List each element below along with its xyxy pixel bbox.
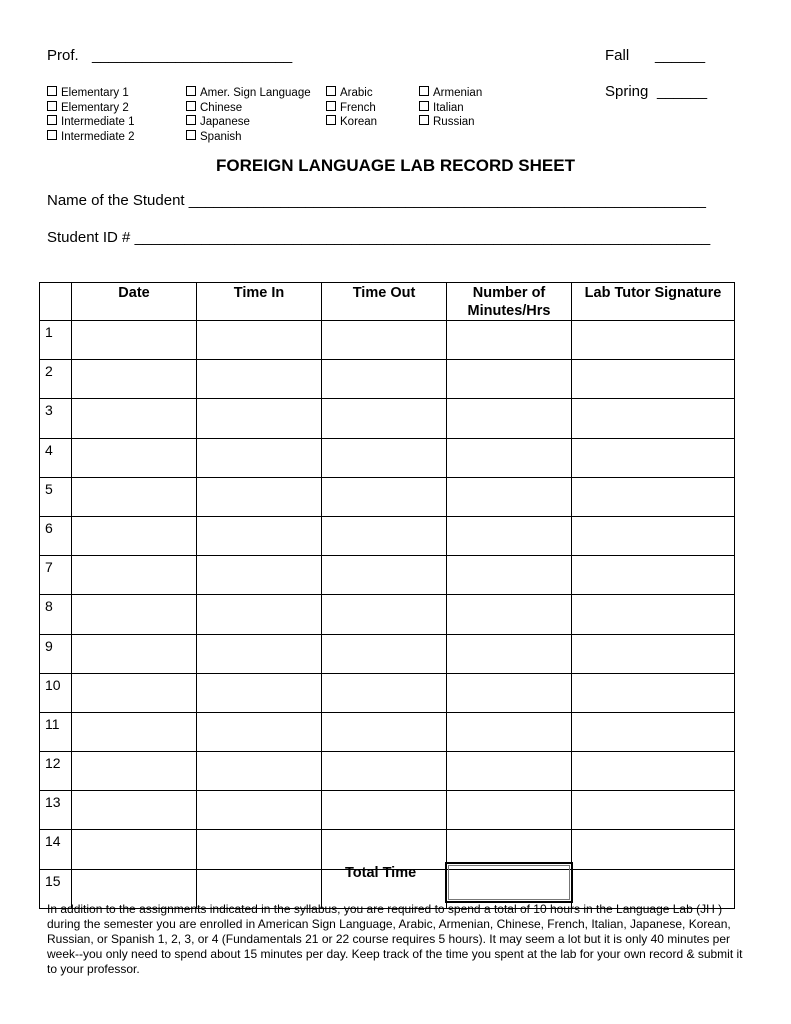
tutor-signature-header: Lab Tutor Signature xyxy=(572,283,735,321)
minutes-cell[interactable] xyxy=(447,595,572,634)
table-row xyxy=(40,556,735,595)
date-cell[interactable] xyxy=(72,477,197,516)
minutes-cell[interactable] xyxy=(447,438,572,477)
checkbox-option[interactable]: French xyxy=(326,101,377,116)
checkbox-icon[interactable] xyxy=(186,115,196,125)
checkbox-icon[interactable] xyxy=(47,86,57,96)
row-number: 2 xyxy=(40,360,72,399)
table-row xyxy=(40,360,735,399)
fall-label: Fall xyxy=(605,47,630,64)
checkbox-icon[interactable] xyxy=(326,115,336,125)
time-in-cell[interactable] xyxy=(197,830,322,869)
checkbox-option[interactable]: Korean xyxy=(326,115,377,130)
lab-record-table xyxy=(39,282,735,909)
time-out-cell[interactable] xyxy=(322,830,447,869)
time-out-cell[interactable] xyxy=(322,556,447,595)
student-name-field[interactable] xyxy=(47,192,706,209)
checkbox-option[interactable]: Elementary 1 xyxy=(47,86,135,101)
date-cell[interactable] xyxy=(72,712,197,751)
date-cell[interactable] xyxy=(72,634,197,673)
checkbox-option[interactable]: Italian xyxy=(419,101,482,116)
spring-blank[interactable]: ______ xyxy=(657,83,708,100)
time-in-cell[interactable] xyxy=(197,516,322,555)
checkbox-option[interactable]: Intermediate 2 xyxy=(47,130,135,145)
row-number: 10 xyxy=(40,673,72,712)
minutes-cell[interactable] xyxy=(447,634,572,673)
table-row xyxy=(40,477,735,516)
time-in-cell[interactable] xyxy=(197,634,322,673)
tutor-signature-cell[interactable] xyxy=(572,673,735,712)
tutor-signature-cell[interactable] xyxy=(572,595,735,634)
time-out-cell[interactable] xyxy=(322,595,447,634)
date-cell[interactable] xyxy=(72,595,197,634)
checkbox-icon[interactable] xyxy=(419,101,429,111)
minutes-cell[interactable] xyxy=(447,791,572,830)
tutor-signature-cell[interactable] xyxy=(572,360,735,399)
time-in-cell[interactable] xyxy=(197,791,322,830)
time-out-cell[interactable] xyxy=(322,712,447,751)
tutor-signature-cell[interactable] xyxy=(572,752,735,791)
tutor-signature-cell[interactable] xyxy=(572,438,735,477)
language-options-2 xyxy=(326,86,377,130)
table-row xyxy=(40,438,735,477)
tutor-signature-cell[interactable] xyxy=(572,477,735,516)
table-row xyxy=(40,752,735,791)
student-name-blank[interactable]: ______________________________________________________________ xyxy=(188,192,706,209)
total-time-field[interactable] xyxy=(445,862,573,903)
row-number: 8 xyxy=(40,595,72,634)
total-time-label: Total Time xyxy=(345,865,417,881)
row-number-header xyxy=(40,283,72,321)
page-title: FOREIGN LANGUAGE LAB RECORD SHEET xyxy=(216,156,575,175)
spring-label: Spring xyxy=(605,83,649,100)
date-cell[interactable] xyxy=(72,556,197,595)
minutes-cell[interactable] xyxy=(447,712,572,751)
student-name-label: Name of the Student xyxy=(47,192,185,209)
time-out-cell[interactable] xyxy=(322,360,447,399)
table-row xyxy=(40,791,735,830)
date-cell[interactable] xyxy=(72,830,197,869)
checkbox-option[interactable]: Intermediate 1 xyxy=(47,115,135,130)
checkbox-icon[interactable] xyxy=(186,130,196,140)
tutor-signature-cell[interactable] xyxy=(572,556,735,595)
minutes-header: Number of Minutes/Hrs xyxy=(447,283,572,321)
checkbox-icon[interactable] xyxy=(419,86,429,96)
checkbox-icon[interactable] xyxy=(47,115,57,125)
minutes-cell[interactable] xyxy=(447,556,572,595)
time-out-cell[interactable] xyxy=(322,477,447,516)
time-in-cell[interactable] xyxy=(197,712,322,751)
table-row xyxy=(40,830,735,869)
time-in-cell[interactable] xyxy=(197,556,322,595)
time-in-cell[interactable] xyxy=(197,673,322,712)
table-row xyxy=(40,673,735,712)
minutes-cell[interactable] xyxy=(447,360,572,399)
tutor-signature-cell[interactable] xyxy=(572,399,735,438)
row-number: 3 xyxy=(40,399,72,438)
checkbox-icon[interactable] xyxy=(326,86,336,96)
table-row xyxy=(40,516,735,555)
time-in-cell[interactable] xyxy=(197,399,322,438)
language-options-1 xyxy=(186,86,311,144)
checkbox-icon[interactable] xyxy=(186,101,196,111)
row-number: 7 xyxy=(40,556,72,595)
table-row xyxy=(40,399,735,438)
tutor-signature-cell[interactable] xyxy=(572,516,735,555)
checkbox-icon[interactable] xyxy=(419,115,429,125)
row-number: 11 xyxy=(40,712,72,751)
minutes-cell[interactable] xyxy=(447,752,572,791)
row-number: 13 xyxy=(40,791,72,830)
student-id-blank[interactable]: _____________________________________________________________________ xyxy=(134,229,711,246)
row-number: 5 xyxy=(40,477,72,516)
time-out-cell[interactable] xyxy=(322,673,447,712)
time-out-cell[interactable] xyxy=(322,321,447,360)
row-number: 14 xyxy=(40,830,72,869)
prof-blank[interactable]: ________________________ xyxy=(92,47,293,64)
row-number: 15 xyxy=(40,869,72,908)
date-cell[interactable] xyxy=(72,438,197,477)
tutor-signature-cell[interactable] xyxy=(572,830,735,869)
checkbox-option[interactable]: Spanish xyxy=(186,130,311,145)
time-out-cell[interactable] xyxy=(322,438,447,477)
date-cell[interactable] xyxy=(72,752,197,791)
time-in-cell[interactable] xyxy=(197,595,322,634)
tutor-signature-cell[interactable] xyxy=(572,712,735,751)
language-options-3 xyxy=(419,86,482,130)
minutes-cell[interactable] xyxy=(447,516,572,555)
date-cell[interactable] xyxy=(72,673,197,712)
tutor-signature-cell[interactable] xyxy=(572,321,735,360)
time-in-cell[interactable] xyxy=(197,477,322,516)
level-options xyxy=(47,86,135,144)
checkbox-icon[interactable] xyxy=(47,101,57,111)
minutes-cell[interactable] xyxy=(447,321,572,360)
minutes-cell[interactable] xyxy=(447,399,572,438)
time-out-header: Time Out xyxy=(322,283,447,321)
date-cell[interactable] xyxy=(72,321,197,360)
date-header: Date xyxy=(72,283,197,321)
time-out-cell[interactable] xyxy=(322,399,447,438)
time-in-cell[interactable] xyxy=(197,438,322,477)
time-out-cell[interactable] xyxy=(322,634,447,673)
table-row xyxy=(40,321,735,360)
date-cell[interactable] xyxy=(72,399,197,438)
fall-blank[interactable]: ______ xyxy=(655,47,706,64)
time-out-cell[interactable] xyxy=(322,516,447,555)
checkbox-option[interactable]: Amer. Sign Language xyxy=(186,86,311,101)
time-in-header: Time In xyxy=(197,283,322,321)
checkbox-option[interactable]: Elementary 2 xyxy=(47,101,135,116)
date-cell[interactable] xyxy=(72,791,197,830)
checkbox-icon[interactable] xyxy=(186,86,196,96)
time-out-cell[interactable] xyxy=(322,752,447,791)
time-in-cell[interactable] xyxy=(197,321,322,360)
minutes-cell[interactable] xyxy=(447,673,572,712)
checkbox-option[interactable]: Chinese xyxy=(186,101,311,116)
date-cell[interactable] xyxy=(72,516,197,555)
date-cell[interactable] xyxy=(72,360,197,399)
time-in-cell[interactable] xyxy=(197,752,322,791)
instructions-paragraph: In addition to the assignments indicated in the syllabus, you are required to spend a total of 10 hours in the Language Lab (JH ) during the semester you are enrolled in American Sign Language, Arabic, Armenian, Chinese, French, Italian, Japanese, Korean, Russian, or Spanish 1, 2, 3, or 4 (Fundamentals 21 or 22 course requires 5 hours). It may seem a lot but it is only 40 minutes per week--you only need to spend about 15 minutes per day. Keep track of the time you spent at the lab for your own record & submit it to your professor. xyxy=(47,902,743,976)
time-in-cell[interactable] xyxy=(197,360,322,399)
student-id-label: Student ID # xyxy=(47,229,131,246)
checkbox-icon[interactable] xyxy=(326,101,336,111)
checkbox-option[interactable]: Japanese xyxy=(186,115,311,130)
row-number: 9 xyxy=(40,634,72,673)
table-header-row xyxy=(40,283,735,321)
student-id-field[interactable] xyxy=(47,229,710,246)
row-number: 1 xyxy=(40,321,72,360)
prof-label: Prof. xyxy=(47,47,79,64)
minutes-cell[interactable] xyxy=(447,477,572,516)
checkbox-icon[interactable] xyxy=(47,130,57,140)
checkbox-option[interactable]: Arabic xyxy=(326,86,377,101)
row-number: 12 xyxy=(40,752,72,791)
table-row xyxy=(40,712,735,751)
row-number: 6 xyxy=(40,516,72,555)
tutor-signature-cell[interactable] xyxy=(572,634,735,673)
time-out-cell[interactable] xyxy=(322,791,447,830)
table-row xyxy=(40,634,735,673)
table-row xyxy=(40,595,735,634)
tutor-signature-cell[interactable] xyxy=(572,791,735,830)
row-number: 4 xyxy=(40,438,72,477)
checkbox-option[interactable]: Russian xyxy=(419,115,482,130)
checkbox-option[interactable]: Armenian xyxy=(419,86,482,101)
